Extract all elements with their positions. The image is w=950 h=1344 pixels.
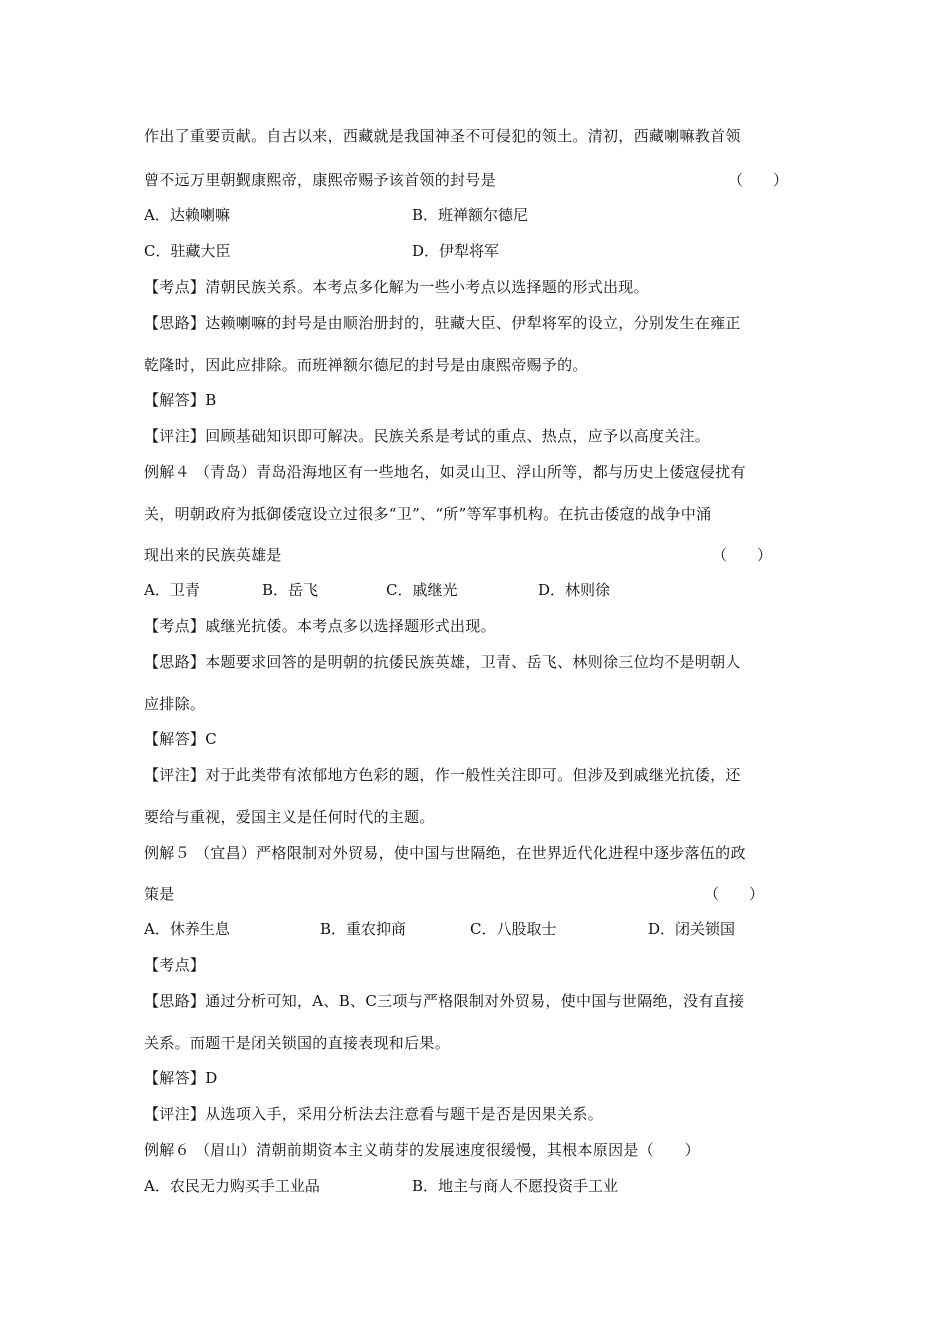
q4-stem-line-1: 例解４ （青岛）青岛沿海地区有一些地名，如灵山卫、浮山所等，都与历史上倭寇侵扰有 <box>144 463 746 481</box>
q4-pingzhu-line-1: 【评注】对于此类带有浓郁地方色彩的题，作一般性关注即可。但涉及到戚继光抗倭，还 <box>144 766 741 784</box>
q4-jieda: 【解答】C <box>144 730 217 748</box>
q4-option-c: C．戚继光 <box>386 581 458 599</box>
q5-pingzhu: 【评注】从选项入手，采用分析法去注意看与题干是否是因果关系。 <box>144 1105 604 1123</box>
q5-option-d: D．闭关锁国 <box>648 920 736 938</box>
q4-kaodian: 【考点】戚继光抗倭。本考点多以选择题形式出现。 <box>144 617 496 635</box>
q6-option-b: B．地主与商人不愿投资手工业 <box>412 1177 619 1195</box>
q3-silu-line-2: 乾隆时，因此应排除。而班禅额尔德尼的封号是由康熙帝赐予的。 <box>144 356 588 374</box>
q3-option-c: C．驻藏大臣 <box>144 242 231 260</box>
q3-option-b: B．班禅额尔德尼 <box>412 206 529 224</box>
q3-option-d: D．伊犁将军 <box>412 242 500 260</box>
q5-stem-line-2: 策是 <box>144 885 175 903</box>
q3-stem-line-1: 作出了重要贡献。自古以来，西藏就是我国神圣不可侵犯的领土。清初，西藏喇嘛教首领 <box>144 127 741 145</box>
q5-answer-blank: （ ） <box>704 885 765 903</box>
q5-option-b: B．重农抑商 <box>320 920 407 938</box>
q5-jieda: 【解答】D <box>144 1069 218 1087</box>
q4-stem-line-3: 现出来的民族英雄是 <box>144 546 282 564</box>
q4-answer-blank: （ ） <box>712 546 773 564</box>
q5-stem-line-1: 例解５ （宜昌）严格限制对外贸易，使中国与世隔绝，在世界近代化进程中逐步落伍的政 <box>144 844 746 862</box>
q3-silu-line-1: 【思路】达赖喇嘛的封号是由顺治册封的，驻藏大臣、伊犁将军的设立，分别发生在雍正 <box>144 314 741 332</box>
q4-option-b: B．岳飞 <box>262 581 319 599</box>
q5-silu-line-1: 【思路】通过分析可知，A、B、C三项与严格限制对外贸易，使中国与世隔绝，没有直接 <box>144 992 745 1010</box>
q6-stem-line-1: 例解６ （眉山）清朝前期资本主义萌芽的发展速度很缓慢，其根本原因是（ ） <box>144 1141 700 1159</box>
q6-option-a: A．农民无力购买手工业品 <box>144 1177 320 1195</box>
q4-silu-line-1: 【思路】本题要求回答的是明朝的抗倭民族英雄，卫青、岳飞、林则徐三位均不是明朝人 <box>144 653 741 671</box>
q3-kaodian: 【考点】清朝民族关系。本考点多化解为一些小考点以选择题的形式出现。 <box>144 278 649 296</box>
q5-kaodian: 【考点】 <box>144 956 206 974</box>
q5-option-c: C．八股取士 <box>470 920 557 938</box>
q3-answer-blank: （ ） <box>728 171 789 189</box>
q5-option-a: A．休养生息 <box>144 920 230 938</box>
q4-pingzhu-line-2: 要给与重视，爱国主义是任何时代的主题。 <box>144 808 435 826</box>
q3-jieda: 【解答】B <box>144 391 217 409</box>
q4-option-d: D．林则徐 <box>538 581 611 599</box>
q3-pingzhu: 【评注】回顾基础知识即可解决。民族关系是考试的重点、热点，应予以高度关注。 <box>144 427 711 445</box>
q4-stem-line-2: 关，明朝政府为抵御倭寇设立过很多“卫”、“所”等军事机构。在抗击倭寇的战争中涌 <box>144 505 712 523</box>
q3-option-a: A．达赖喇嘛 <box>144 206 230 224</box>
q4-silu-line-2: 应排除。 <box>144 695 206 713</box>
q3-stem-line-2: 曾不远万里朝觐康熙帝，康熙帝赐予该首领的封号是 <box>144 171 496 189</box>
q5-silu-line-2: 关系。而题干是闭关锁国的直接表现和后果。 <box>144 1034 451 1052</box>
q4-option-a: A．卫青 <box>144 581 200 599</box>
